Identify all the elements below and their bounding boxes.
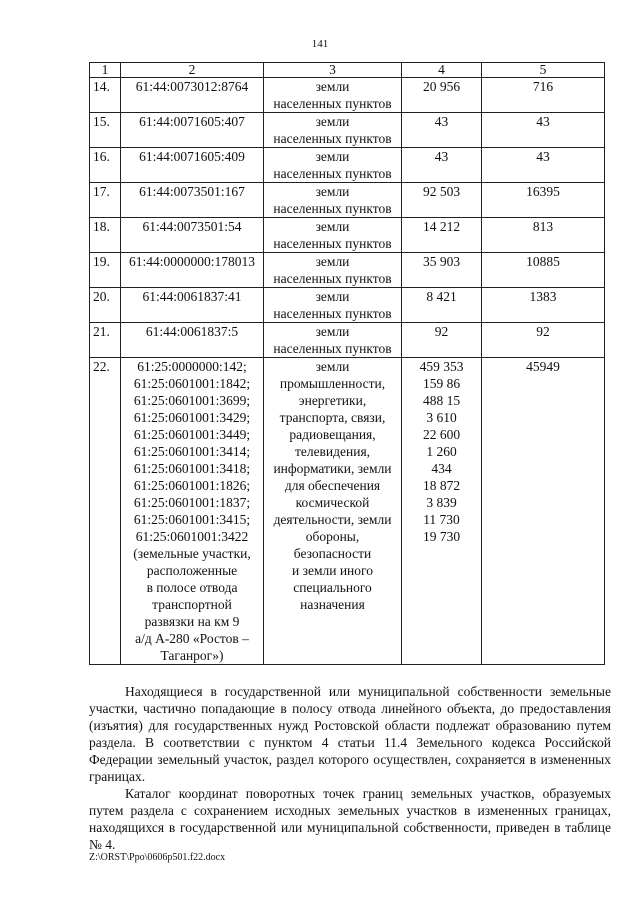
body-text	[89, 683, 611, 853]
land-category-cell	[264, 218, 402, 253]
area-cell	[402, 78, 482, 113]
cell-line: 61:44:0073501:167	[139, 184, 245, 199]
table-row	[90, 78, 605, 113]
cell-line: 61:25:0601001:3422	[135, 529, 249, 544]
land-category-cell	[264, 113, 402, 148]
cell-line: 1 260	[426, 444, 457, 459]
table-row	[90, 183, 605, 218]
part-area-cell: 92	[482, 323, 605, 358]
table-header-row	[90, 63, 605, 78]
cell-line: (земельные участки,	[133, 546, 251, 561]
cadastral-number-cell	[121, 113, 264, 148]
cell-line: транспортной	[152, 597, 232, 612]
cell-line: 434	[431, 461, 452, 476]
cell-line: специального	[293, 580, 372, 595]
cell-line: населенных пунктов	[273, 131, 392, 146]
table-row	[90, 253, 605, 288]
cell-line: 22 600	[422, 427, 461, 442]
cell-line: населенных пунктов	[273, 236, 392, 251]
area-cell	[402, 183, 482, 218]
cell-line: земли	[315, 149, 350, 164]
land-category-cell	[264, 148, 402, 183]
cell-line: земли	[315, 254, 350, 269]
paragraph: Каталог координат поворотных точек границ земельных участков, образуемых путем раздела с сохранением исходных земельных участков в измененных границах, находящихся в государственной или муниципальной собственности, приведен в таблице № 4.	[89, 786, 611, 852]
cell-line: 61:44:0071605:407	[139, 114, 245, 129]
row-number-cell: 21.	[90, 323, 121, 358]
column-header: 1	[90, 63, 121, 78]
cell-line: 11 730	[423, 512, 460, 527]
part-area-cell: 43	[482, 148, 605, 183]
row-number-cell: 19.	[90, 253, 121, 288]
part-area-cell: 43	[482, 113, 605, 148]
cell-line: обороны, безопасности	[293, 529, 372, 561]
cadastral-number-cell	[121, 148, 264, 183]
area-cell	[402, 358, 482, 665]
cell-line: 61:25:0601001:3449;	[133, 427, 251, 442]
cell-line: 14 212	[422, 219, 461, 234]
cell-line: назначения	[300, 597, 365, 612]
cell-line: а/д А-280 «Ростов –	[135, 631, 249, 646]
cell-line: телевидения,	[294, 444, 371, 459]
cell-line: 18 872	[422, 478, 461, 493]
cell-line: 35 903	[422, 254, 461, 269]
cell-line: 159 86	[422, 376, 461, 391]
cell-line: и земли иного	[292, 563, 373, 578]
cell-line: 61:44:0071605:409	[139, 149, 245, 164]
cell-line: развязки на км 9	[144, 614, 240, 629]
cell-line: 459 353	[419, 359, 464, 374]
table-row	[90, 148, 605, 183]
cell-line: 92	[434, 324, 449, 339]
area-cell	[402, 113, 482, 148]
cell-line: земли	[315, 219, 350, 234]
cell-line: населенных пунктов	[273, 96, 392, 111]
file-path-footer: Z:\ORST\Ppo\0606p501.f22.docx	[89, 852, 226, 863]
cell-line: населенных пунктов	[273, 166, 392, 181]
cadastral-number-cell	[121, 323, 264, 358]
area-cell	[402, 323, 482, 358]
page-number: 141	[311, 38, 329, 50]
cell-line: 92 503	[422, 184, 461, 199]
cell-line: земли	[315, 359, 350, 374]
table-row	[90, 358, 605, 665]
paragraph: Находящиеся в государственной или муниципальной собственности земельные участки, частично попадающие в полосу отвода линейного объекта, до предоставления (изъятия) для государственных нужд Ростовской области подлежат образованию путем раздела. В соответствии с пунктом 4 статьи 11.4 Земельного кодекса Российской Федерации земельный участок, раздел которого осуществлен, сохраняется в измененных границах.	[89, 684, 611, 784]
land-category-cell	[264, 253, 402, 288]
cell-line: земли	[315, 289, 350, 304]
cell-line: расположенные	[146, 563, 238, 578]
cell-line: транспорта, связи,	[279, 410, 386, 425]
cell-line: 20 956	[422, 79, 461, 94]
cell-line: 61:25:0601001:3418;	[133, 461, 251, 476]
row-number-cell: 15.	[90, 113, 121, 148]
land-category-cell	[264, 78, 402, 113]
part-area-cell: 45949	[482, 358, 605, 665]
cell-line: 61:44:0061837:41	[142, 289, 242, 304]
area-cell	[402, 218, 482, 253]
cell-line: 3 839	[426, 495, 457, 510]
cell-line: промышленности,	[279, 376, 386, 391]
part-area-cell: 813	[482, 218, 605, 253]
column-header: 2	[121, 63, 264, 78]
row-number-cell: 17.	[90, 183, 121, 218]
cell-line: 61:25:0601001:3414;	[133, 444, 251, 459]
row-number-cell: 22.	[90, 358, 121, 665]
land-category-cell	[264, 183, 402, 218]
land-plots-table	[89, 62, 605, 665]
cell-line: земли	[315, 184, 350, 199]
cadastral-number-cell	[121, 183, 264, 218]
cell-line: 43	[434, 114, 449, 129]
cell-line: Таганрог»)	[160, 648, 224, 663]
cell-line: информатики, земли	[273, 461, 392, 476]
part-area-cell: 10885	[482, 253, 605, 288]
cadastral-number-cell	[121, 288, 264, 323]
cell-line: 61:44:0073012:8764	[135, 79, 249, 94]
cadastral-number-cell	[121, 218, 264, 253]
column-header: 5	[482, 63, 605, 78]
cell-line: населенных пунктов	[273, 271, 392, 286]
cell-line: 61:25:0601001:3699;	[133, 393, 251, 408]
table-row	[90, 323, 605, 358]
land-category-cell	[264, 358, 402, 665]
cell-line: 3 610	[426, 410, 457, 425]
row-number-cell: 14.	[90, 78, 121, 113]
column-header: 4	[402, 63, 482, 78]
cell-line: 61:25:0601001:1842;	[133, 376, 251, 391]
cell-line: 488 15	[422, 393, 461, 408]
cell-line: энергетики,	[298, 393, 367, 408]
cell-line: 61:25:0000000:142;	[137, 359, 247, 374]
cell-line: земли	[315, 324, 350, 339]
cell-line: 61:25:0601001:3429;	[133, 410, 251, 425]
column-header: 3	[264, 63, 402, 78]
cell-line: 8 421	[426, 289, 457, 304]
cell-line: населенных пунктов	[273, 306, 392, 321]
cell-line: 61:44:0000000:178013	[128, 254, 255, 269]
cell-line: в полосе отвода	[146, 580, 238, 595]
cell-line: космической	[295, 495, 370, 510]
area-cell	[402, 148, 482, 183]
cadastral-number-cell	[121, 253, 264, 288]
cell-line: 61:25:0601001:1837;	[133, 495, 251, 510]
land-category-cell	[264, 323, 402, 358]
cell-line: 61:25:0601001:3415;	[133, 512, 251, 527]
cell-line: 19 730	[422, 529, 461, 544]
row-number-cell: 18.	[90, 218, 121, 253]
part-area-cell: 716	[482, 78, 605, 113]
cadastral-number-cell	[121, 78, 264, 113]
area-cell	[402, 288, 482, 323]
cell-line: земли	[315, 79, 350, 94]
area-cell	[402, 253, 482, 288]
cell-line: 61:44:0073501:54	[142, 219, 242, 234]
cell-line: 61:44:0061837:5	[145, 324, 239, 339]
cell-line: земли	[315, 114, 350, 129]
table-row	[90, 218, 605, 253]
table-row	[90, 113, 605, 148]
table-row	[90, 288, 605, 323]
cell-line: 43	[434, 149, 449, 164]
land-category-cell	[264, 288, 402, 323]
cell-line: населенных пунктов	[273, 201, 392, 216]
cell-line: деятельности, земли	[273, 512, 392, 527]
cell-line: радиовещания,	[289, 427, 376, 442]
cell-line: населенных пунктов	[273, 341, 392, 356]
row-number-cell: 16.	[90, 148, 121, 183]
cell-line: для обеспечения	[284, 478, 381, 493]
row-number-cell: 20.	[90, 288, 121, 323]
cadastral-number-cell	[121, 358, 264, 665]
part-area-cell: 16395	[482, 183, 605, 218]
cell-line: 61:25:0601001:1826;	[133, 478, 251, 493]
part-area-cell: 1383	[482, 288, 605, 323]
